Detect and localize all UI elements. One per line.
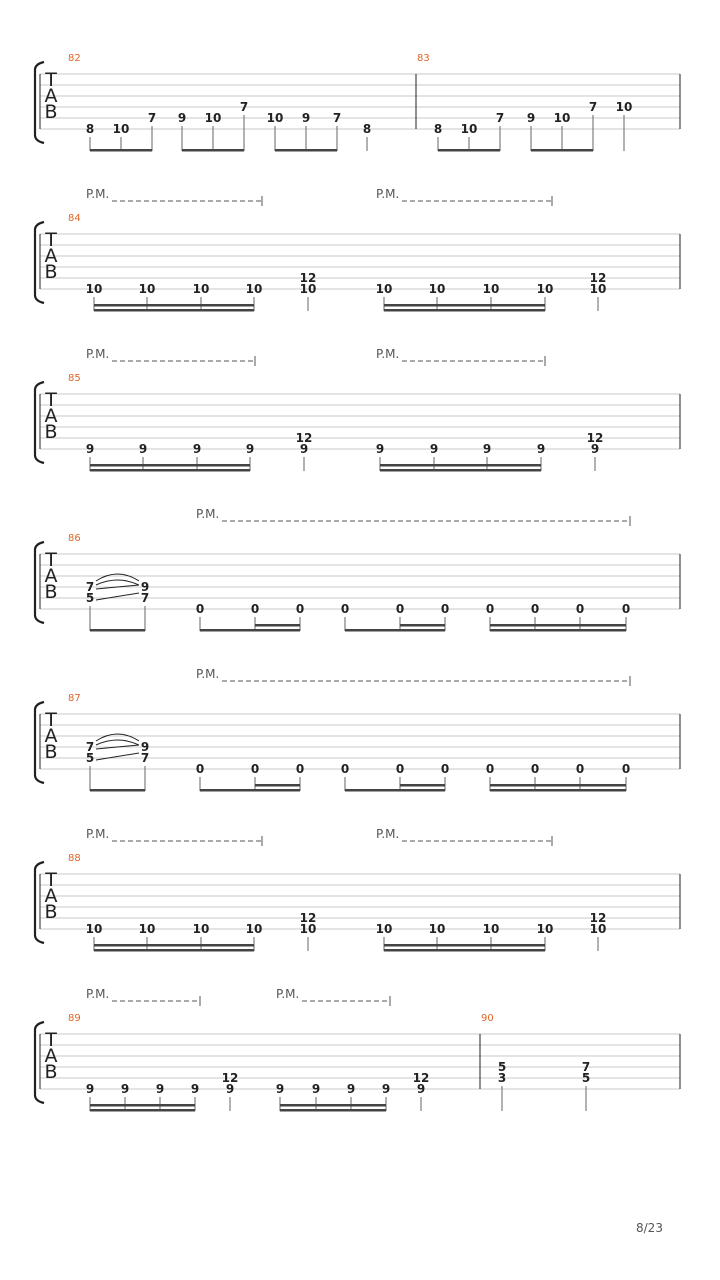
tab-clef-letter: A (44, 245, 58, 267)
fret-number: 0 (621, 602, 631, 616)
note-beam (490, 624, 626, 627)
note-beam (490, 784, 626, 787)
fret-number: 10 (375, 282, 393, 296)
fret-number: 8 (85, 122, 95, 136)
fret-number: 12 (589, 271, 607, 285)
note-beam (255, 624, 300, 627)
palm-mute-label: P.M. (376, 347, 400, 361)
fret-number: 0 (530, 602, 540, 616)
fret-number: 10 (204, 111, 222, 125)
fret-number: 12 (299, 911, 317, 925)
tab-clef-letter: B (44, 1061, 58, 1083)
palm-mute-label: P.M. (196, 667, 220, 681)
note-beam (90, 629, 145, 632)
tab-clef-letter: A (44, 1045, 58, 1067)
note-beam (280, 1109, 386, 1112)
tab-clef-letter: A (44, 565, 58, 587)
tab-clef-letter: T (45, 549, 57, 571)
note-beam (400, 624, 445, 627)
hammer-on-arc (96, 580, 139, 585)
bar-number: 90 (481, 1013, 494, 1024)
tab-clef-letter: B (44, 741, 58, 763)
tab-clef-letter: B (44, 901, 58, 923)
fret-number: 7 (85, 580, 95, 594)
bar-number: 86 (68, 533, 81, 544)
fret-number: 9 (245, 442, 255, 456)
fret-number: 9 (590, 442, 600, 456)
fret-number: 12 (299, 271, 317, 285)
fret-number: 9 (192, 442, 202, 456)
fret-number: 12 (412, 1071, 430, 1085)
note-beam (384, 944, 545, 947)
note-beam (531, 149, 593, 152)
fret-number: 9 (299, 442, 309, 456)
note-beam (345, 629, 445, 632)
note-beam (94, 304, 254, 307)
bar-number: 87 (68, 693, 81, 704)
fret-number: 0 (440, 762, 450, 776)
fret-number: 5 (581, 1071, 591, 1085)
fret-number: 9 (155, 1082, 165, 1096)
fret-number: 5 (497, 1060, 507, 1074)
fret-number: 0 (485, 762, 495, 776)
fret-number: 9 (381, 1082, 391, 1096)
tab-clef-letter: T (45, 869, 57, 891)
fret-number: 0 (485, 602, 495, 616)
bar-number: 89 (68, 1013, 81, 1024)
fret-number: 0 (295, 602, 305, 616)
fret-number: 3 (497, 1071, 507, 1085)
fret-number: 12 (295, 431, 313, 445)
note-beam (200, 629, 300, 632)
fret-number: 7 (85, 740, 95, 754)
fret-number: 9 (482, 442, 492, 456)
fret-number: 0 (440, 602, 450, 616)
fret-number: 9 (375, 442, 385, 456)
note-beam (490, 789, 626, 792)
tab-clef-letter: B (44, 101, 58, 123)
tab-clef-letter: T (45, 389, 57, 411)
note-beam (400, 784, 445, 787)
slide-line (96, 593, 139, 600)
fret-number: 10 (482, 922, 500, 936)
fret-number: 10 (85, 282, 103, 296)
note-beam (384, 949, 545, 952)
fret-number: 7 (588, 100, 598, 114)
fret-number: 7 (581, 1060, 591, 1074)
fret-number: 5 (85, 751, 95, 765)
fret-number: 0 (575, 602, 585, 616)
note-beam (90, 1104, 195, 1107)
note-beam (94, 309, 254, 312)
fret-number: 9 (177, 111, 187, 125)
note-beam (280, 1104, 386, 1107)
note-beam (182, 149, 244, 152)
note-beam (345, 789, 445, 792)
slide-line (96, 753, 139, 760)
fret-number: 7 (140, 591, 150, 605)
tab-clef-letter: A (44, 405, 58, 427)
fret-number: 9 (138, 442, 148, 456)
note-beam (380, 464, 541, 467)
fret-number: 10 (460, 122, 478, 136)
fret-number: 9 (225, 1082, 235, 1096)
fret-number: 10 (138, 282, 156, 296)
palm-mute-label: P.M. (86, 187, 110, 201)
fret-number: 0 (195, 762, 205, 776)
fret-number: 10 (482, 282, 500, 296)
tab-clef-letter: T (45, 229, 57, 251)
fret-number: 9 (140, 740, 150, 754)
tab-clef-letter: A (44, 725, 58, 747)
tab-clef-letter: T (45, 1029, 57, 1051)
fret-number: 0 (195, 602, 205, 616)
tab-clef-letter: B (44, 261, 58, 283)
fret-number: 0 (340, 602, 350, 616)
tab-clef-letter: A (44, 85, 58, 107)
fret-number: 7 (147, 111, 157, 125)
fret-number: 9 (536, 442, 546, 456)
bar-number: 83 (417, 53, 430, 64)
fret-number: 10 (138, 922, 156, 936)
fret-number: 9 (190, 1082, 200, 1096)
note-beam (275, 149, 337, 152)
fret-number: 0 (530, 762, 540, 776)
fret-number: 9 (85, 442, 95, 456)
fret-number: 0 (575, 762, 585, 776)
note-beam (90, 149, 152, 152)
fret-number: 12 (221, 1071, 239, 1085)
note-beam (90, 469, 250, 472)
bar-number: 85 (68, 373, 81, 384)
fret-number: 8 (362, 122, 372, 136)
bar-number: 84 (68, 213, 81, 224)
fret-number: 10 (245, 282, 263, 296)
fret-number: 10 (85, 922, 103, 936)
fret-number: 0 (295, 762, 305, 776)
fret-number: 5 (85, 591, 95, 605)
fret-number: 10 (428, 922, 446, 936)
tab-clef-letter: B (44, 581, 58, 603)
fret-number: 9 (85, 1082, 95, 1096)
fret-number: 10 (536, 922, 554, 936)
palm-mute-label: P.M. (86, 827, 110, 841)
fret-number: 10 (375, 922, 393, 936)
note-beam (380, 469, 541, 472)
fret-number: 10 (589, 922, 607, 936)
palm-mute-label: P.M. (196, 507, 220, 521)
fret-number: 9 (311, 1082, 321, 1096)
tab-clef-letter: T (45, 69, 57, 91)
note-beam (384, 304, 545, 307)
fret-number: 9 (120, 1082, 130, 1096)
fret-number: 0 (395, 762, 405, 776)
fret-number: 9 (416, 1082, 426, 1096)
note-beam (438, 149, 500, 152)
fret-number: 9 (429, 442, 439, 456)
bar-number: 88 (68, 853, 81, 864)
note-beam (255, 784, 300, 787)
note-beam (90, 789, 145, 792)
tab-clef-letter: A (44, 885, 58, 907)
note-beam (490, 629, 626, 632)
tab-clef-letter: B (44, 421, 58, 443)
fret-number: 10 (266, 111, 284, 125)
note-beam (384, 309, 545, 312)
fret-number: 10 (299, 282, 317, 296)
fret-number: 7 (140, 751, 150, 765)
fret-number: 0 (340, 762, 350, 776)
fret-number: 12 (586, 431, 604, 445)
fret-number: 12 (589, 911, 607, 925)
fret-number: 7 (239, 100, 249, 114)
fret-number: 10 (245, 922, 263, 936)
palm-mute-label: P.M. (86, 347, 110, 361)
fret-number: 10 (428, 282, 446, 296)
fret-number: 10 (553, 111, 571, 125)
note-beam (94, 949, 254, 952)
fret-number: 9 (346, 1082, 356, 1096)
note-beam (90, 1109, 195, 1112)
palm-mute-label: P.M. (86, 987, 110, 1001)
fret-number: 9 (140, 580, 150, 594)
note-beam (200, 789, 300, 792)
fret-number: 8 (433, 122, 443, 136)
fret-number: 10 (112, 122, 130, 136)
fret-number: 0 (250, 602, 260, 616)
fret-number: 9 (526, 111, 536, 125)
hammer-on-arc (96, 740, 139, 745)
palm-mute-label: P.M. (376, 187, 400, 201)
fret-number: 10 (192, 922, 210, 936)
fret-number: 7 (495, 111, 505, 125)
fret-number: 9 (275, 1082, 285, 1096)
fret-number: 10 (536, 282, 554, 296)
note-beam (94, 944, 254, 947)
fret-number: 10 (615, 100, 633, 114)
fret-number: 10 (589, 282, 607, 296)
page-number: 8/23 (636, 1221, 663, 1235)
palm-mute-label: P.M. (276, 987, 300, 1001)
fret-number: 0 (621, 762, 631, 776)
fret-number: 7 (332, 111, 342, 125)
fret-number: 0 (395, 602, 405, 616)
fret-number: 9 (301, 111, 311, 125)
note-beam (90, 464, 250, 467)
bar-number: 82 (68, 53, 81, 64)
tab-clef-letter: T (45, 709, 57, 731)
fret-number: 10 (299, 922, 317, 936)
fret-number: 10 (192, 282, 210, 296)
fret-number: 0 (250, 762, 260, 776)
palm-mute-label: P.M. (376, 827, 400, 841)
